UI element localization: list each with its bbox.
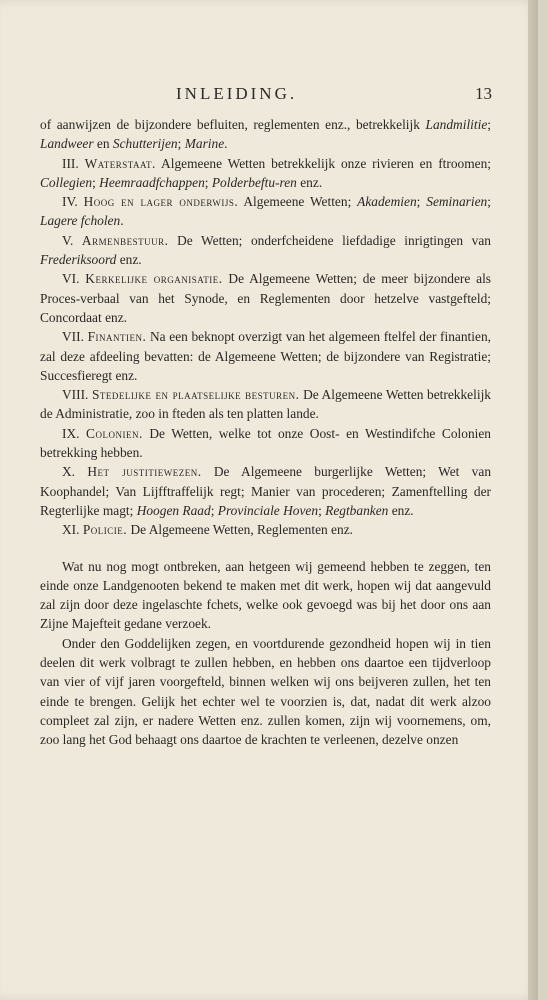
section-body: De Algemeene Wetten, Reglementen enz.	[127, 522, 353, 538]
section-heading: Kerkelijke organisatie.	[85, 271, 223, 287]
section-heading: Het justitiewezen.	[87, 464, 202, 480]
section-body: Na een beknopt overzigt van het algemeen ftelfel der finantien, zal deze afdeeling bevatten: de Algemeene Wetten; de bijzondere van Registratie; Succesfieregt enz.	[40, 329, 491, 383]
section-heading: Policie.	[82, 522, 128, 538]
paragraph-list	[40, 557, 491, 750]
section-item-III	[40, 154, 491, 193]
section-heading: Waterstaat.	[84, 155, 156, 171]
section-item-XI	[40, 520, 491, 539]
section-gap	[40, 540, 491, 557]
page-header	[40, 84, 520, 110]
paragraph-2: Onder den Goddelijken zegen, en voortdurende gezondheid hopen wij in tien deelen dit werk volbragt te zullen hebben, en hebben ons daartoe een tijdverloop van vier of vijf jaren voorgefteld, binnen welken wij ons beijveren zullen, het ten einde te brengen. Gelijk het echter wel te voorzien is, dat, nadat dit werk alzoo compleet zal zijn, er nadere Wetten enz. zullen komen, zijn wij voornemens, om, zoo lang het God behaagt ons daartoe de krachten te verleenen, dezelve onzen	[40, 635, 491, 748]
section-heading: Armenbestuur.	[81, 232, 169, 248]
section-number: IX.	[62, 425, 87, 441]
page-number: 13	[475, 84, 492, 103]
section-heading: Hoog en lager onderwijs.	[83, 194, 239, 210]
section-body: De Wetten, welke tot onze Oost- en Westindifche Colonien betrekking hebben.	[40, 425, 491, 461]
section-item-V	[40, 231, 491, 270]
section-item-VII	[40, 327, 491, 385]
section-item-VI	[40, 269, 491, 327]
section-body: of aanwijzen de bijzondere befluiten, reglementen enz., betrekkelijk Landmilitie; Landweer en Schutterijen; Marine.	[40, 117, 491, 152]
section-number: IV.	[62, 194, 84, 210]
section-body: Algemeene Wetten; Akademien; Seminarien; Lagere fcholen.	[40, 194, 491, 229]
section-list	[40, 115, 491, 540]
section-heading: Finantien.	[87, 329, 147, 345]
section-body: Algemeene Wetten betrekkelijk onze rivieren en ftroomen; Collegien; Heemraadfchappen; Polderbeftu-ren enz.	[40, 155, 491, 190]
section-number: VIII.	[62, 387, 92, 403]
section-item-X	[40, 462, 491, 520]
section-heading: Colonien.	[86, 425, 143, 441]
section-number: VII.	[62, 329, 88, 345]
section-number: X.	[62, 464, 88, 480]
section-number: III.	[62, 155, 85, 171]
section-heading: Stedelijke en plaatselijke besturen.	[91, 387, 300, 403]
section-body: De Algemeene Wetten betrekkelijk de Administratie, zoo in fteden als ten platten lande.	[40, 387, 491, 422]
continued-text	[40, 115, 491, 154]
section-body: De Algemeene burgerlijke Wetten; Wet van Koophandel; Van Lijfftraffelijk regt; Manier van procederen; Zamenftelling der Regterlijke magt; Hoogen Raad; Provinciale Hoven; Regtbanken enz.	[40, 464, 492, 518]
section-number: V.	[62, 232, 82, 248]
running-head: INLEIDING.	[176, 84, 298, 103]
section-item-IV	[40, 192, 491, 231]
section-number: XI.	[62, 522, 83, 538]
paragraph-1: Wat nu nog mogt ontbreken, aan hetgeen wij gemeend hebben te zeggen, ten einde onze Landgenooten bekend te maken met dit werk, hopen wij dat aangevuld zal zijn door deze ingelaschte fchets, welke ook gevoegd was bij het door ons aan Zijne Majefteit gedane verzoek.	[40, 558, 491, 632]
page-edge	[528, 0, 538, 1000]
section-number: VI.	[62, 271, 86, 287]
body-text	[40, 115, 491, 750]
section-body: De Wetten; onderfcheidene liefdadige inrigtingen van Frederiksoord enz.	[40, 232, 491, 268]
section-item-VIII	[40, 385, 491, 424]
section-item-IX	[40, 424, 491, 463]
section-body: De Algemeene Wetten; de meer bijzondere als Proces-verbaal van het Synode, en Reglementen door hetzelve vastgefteld; Concordaat enz.	[40, 271, 492, 325]
